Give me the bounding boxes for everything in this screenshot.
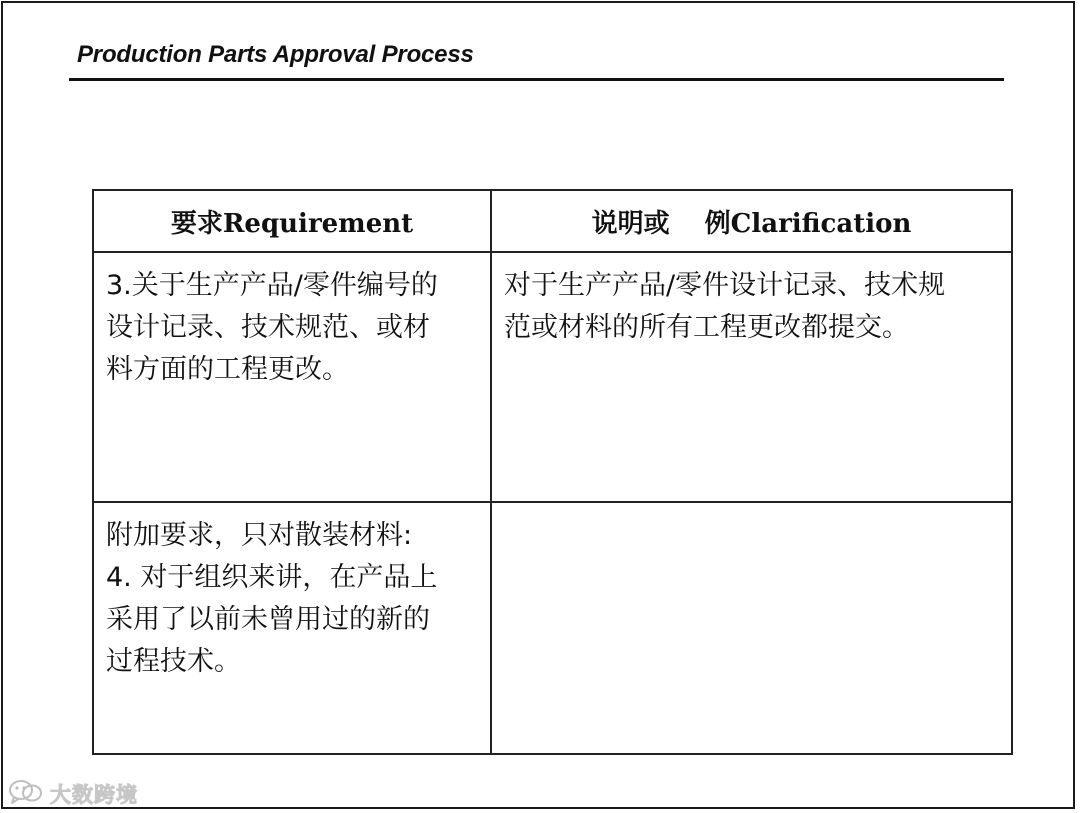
slide-frame xyxy=(1,1,1075,809)
wechat-logo-icon xyxy=(8,778,44,810)
requirement-text-line: 采用了以前未曾用过的新的 xyxy=(106,604,430,635)
clarification-text-line: 对于生产产品/零件设计记录、技术规 xyxy=(504,270,946,301)
title-underline xyxy=(69,78,1004,81)
page-title: Production Parts Approval Process xyxy=(77,41,474,68)
clarification-cell xyxy=(491,252,1012,502)
clarification-text-line: 范或材料的所有工程更改都提交。 xyxy=(504,312,909,343)
requirement-text-line: 3.关于生产产品/零件编号的 xyxy=(106,270,438,301)
watermark xyxy=(8,778,138,810)
requirement-text-line: 设计记录、技术规范、或材 xyxy=(106,312,430,343)
watermark-text: 大数跨境 xyxy=(50,783,138,807)
requirements-table xyxy=(92,189,1013,755)
clarification-cell-empty xyxy=(491,502,1012,754)
requirement-text-line: 4. 对于组织来讲，在产品上 xyxy=(106,562,438,593)
requirement-text-line: 附加要求，只对散装材料: xyxy=(106,520,413,551)
requirement-cell xyxy=(93,252,491,502)
requirement-text-line: 料方面的工程更改。 xyxy=(106,354,349,385)
table-row xyxy=(93,252,1012,502)
clarification-column-header: 说明或 例Clarification xyxy=(491,190,1012,252)
requirement-column-header: 要求Requirement xyxy=(93,190,491,252)
requirement-cell xyxy=(93,502,491,754)
table-row xyxy=(93,502,1012,754)
requirement-text-line: 过程技术。 xyxy=(106,646,241,677)
table-header-row xyxy=(93,190,1012,252)
